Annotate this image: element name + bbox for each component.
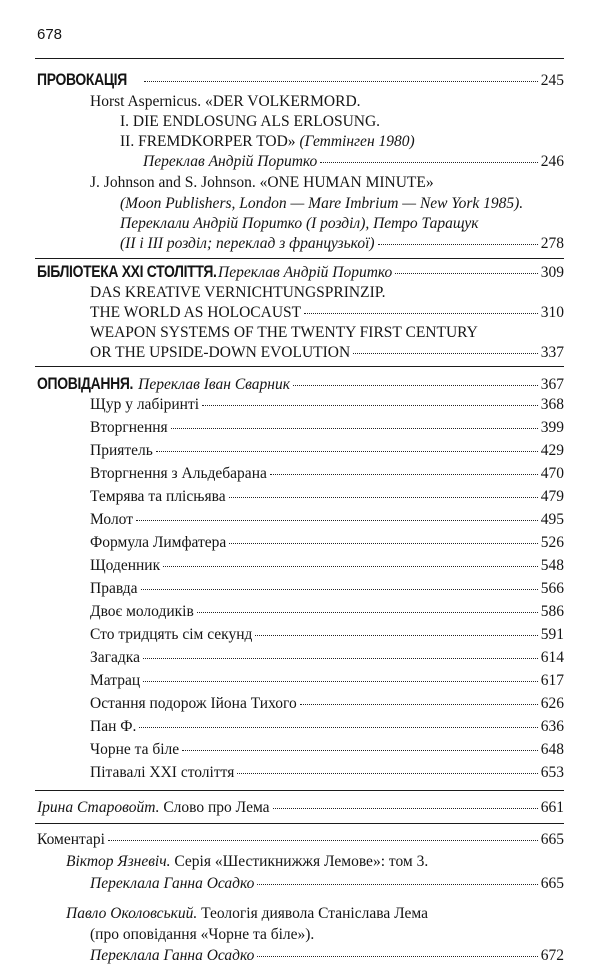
story-title: Правда	[90, 580, 138, 597]
page-ref: 470	[540, 465, 564, 482]
entry-title: II. FREMDKORPER TOD»	[120, 133, 296, 150]
entry-title: THE WORLD AS HOLOCAUST	[90, 304, 302, 321]
toc-entry-text: Переклали Андрій Поритко (I розділ), Петро Таращук	[120, 215, 479, 232]
section-heading: БІБЛІОТЕКА XXI СТОЛІТТЯ.	[37, 262, 217, 281]
page-number: 678	[37, 26, 63, 43]
leader-dots	[108, 840, 538, 841]
story-title: Вторгнення з Альдебарана	[90, 465, 267, 482]
leader-dots	[163, 566, 538, 567]
comment-title: Серія «Шестикнижжя Лемове»: том 3.	[174, 853, 429, 870]
page-ref: 367	[540, 376, 564, 393]
entry-title: OR THE UPSIDE-DOWN EVOLUTION	[90, 344, 351, 361]
toc-entry-text: Horst Aspernicus. «DER VOLKERMORD.	[90, 93, 361, 110]
page-ref: 636	[540, 718, 564, 735]
toc-story[interactable]	[90, 717, 564, 737]
page-ref: 648	[540, 741, 564, 758]
toc-commentary-1[interactable]	[90, 874, 564, 894]
section-rule	[35, 366, 564, 367]
section-heading: ОПОВІДАННЯ.	[37, 374, 134, 393]
story-title: Остання подорож Ійона Тихого	[90, 695, 297, 712]
leader-dots	[273, 808, 538, 809]
toc-story[interactable]	[90, 625, 564, 645]
leader-dots	[197, 612, 538, 613]
story-title: Приятель	[90, 442, 153, 459]
leader-dots	[293, 385, 538, 386]
page-ref: 665	[540, 831, 564, 848]
toc-story[interactable]	[90, 464, 564, 484]
page-ref: 310	[540, 304, 564, 321]
story-title: Двоє молодиків	[90, 603, 194, 620]
toc-entry-text	[120, 132, 415, 152]
page-ref: 548	[540, 557, 564, 574]
toc-story[interactable]	[90, 418, 564, 438]
entry-translator: (II і III розділ; переклад з французької)	[120, 235, 375, 252]
comment-title: Теологія диявола Станіслава Лема	[201, 905, 428, 922]
leader-dots	[270, 474, 538, 475]
toc-section-biblioteka[interactable]	[37, 262, 564, 283]
leader-dots	[136, 520, 538, 521]
toc-entry-text: DAS KREATIVE VERNICHTUNGSPRINZIP.	[90, 284, 386, 301]
page-ref: 653	[540, 764, 564, 781]
toc-commentary-2[interactable]	[90, 946, 564, 966]
section-rule	[35, 790, 564, 791]
leader-dots	[237, 773, 537, 774]
entry-translator: Переклав Андрій Поритко	[143, 153, 318, 170]
comment-author: Віктор Язневіч.	[66, 853, 171, 870]
page-ref: 614	[540, 649, 564, 666]
leader-dots	[139, 727, 537, 728]
leader-dots	[156, 451, 538, 452]
toc-section-opovidannia[interactable]	[37, 374, 564, 395]
page-ref: 245	[540, 72, 564, 89]
leader-dots	[353, 353, 538, 354]
toc-story[interactable]	[90, 487, 564, 507]
leader-dots	[182, 750, 538, 751]
toc-entry-text: (Moon Publishers, London — Mare Imbrium — New York 1985).	[120, 195, 524, 212]
toc-story[interactable]	[90, 556, 564, 576]
page-ref: 337	[540, 344, 564, 361]
story-title: Чорне та біле	[90, 741, 180, 758]
toc-story[interactable]	[90, 533, 564, 553]
story-title: Загадка	[90, 649, 140, 666]
story-title: Щур у лабіринті	[90, 396, 200, 413]
leader-dots	[257, 884, 537, 885]
page-ref: 586	[540, 603, 564, 620]
leader-dots	[320, 162, 537, 163]
page-ref: 399	[540, 419, 564, 436]
section-rule	[35, 258, 564, 259]
toc-entry-text: I. DIE ENDLOSUNG ALS ERLOSUNG.	[120, 113, 381, 130]
leader-dots	[202, 405, 538, 406]
page-ref: 672	[540, 947, 564, 964]
page-ref: 429	[540, 442, 564, 459]
page-ref: 278	[540, 235, 564, 252]
page-ref: 368	[540, 396, 564, 413]
header-rule	[35, 58, 564, 59]
toc-story[interactable]	[90, 763, 564, 783]
toc-story[interactable]	[90, 510, 564, 530]
story-title: Вторгнення	[90, 419, 168, 436]
leader-dots	[144, 81, 538, 82]
toc-entry-text: J. Johnson and S. Johnson. «ONE HUMAN MINUTE»	[90, 174, 434, 191]
leader-dots	[300, 704, 538, 705]
toc-story[interactable]	[90, 395, 564, 415]
section-translator: Переклав Андрій Поритко	[218, 264, 393, 281]
page-ref: 566	[540, 580, 564, 597]
toc-entry-text	[66, 852, 428, 872]
page-ref: 309	[540, 264, 564, 281]
toc-story[interactable]	[90, 694, 564, 714]
page-ref: 626	[540, 695, 564, 712]
leader-dots	[257, 956, 537, 957]
page-ref: 526	[540, 534, 564, 551]
commentary-label: Коментарі	[37, 831, 105, 848]
story-title: Сто тридцять сім секунд	[90, 626, 253, 643]
section-translator: Переклав Іван Сварник	[138, 376, 290, 393]
toc-entry-aspernicus[interactable]	[143, 152, 564, 172]
leader-dots	[255, 635, 537, 636]
entry-imprint: (Геттінген 1980)	[299, 133, 415, 150]
leader-dots	[395, 273, 537, 274]
page-ref: 246	[540, 153, 564, 170]
story-title: Молот	[90, 511, 133, 528]
toc-entry-kreative[interactable]	[90, 303, 564, 323]
toc-story[interactable]	[90, 579, 564, 599]
toc-entry-text: (про оповідання «Чорне та біле»).	[90, 926, 315, 943]
leader-dots	[304, 313, 538, 314]
page-ref: 479	[540, 488, 564, 505]
leader-dots	[171, 428, 538, 429]
leader-dots	[143, 681, 538, 682]
toc-story[interactable]	[90, 671, 564, 691]
afterword-title: Слово про Лема	[163, 799, 270, 816]
toc-entry-text	[66, 904, 428, 924]
page-ref: 495	[540, 511, 564, 528]
toc-story[interactable]	[90, 740, 564, 760]
toc-entry-johnson[interactable]	[120, 234, 564, 254]
toc-story[interactable]	[90, 441, 564, 461]
toc-story[interactable]	[90, 602, 564, 622]
toc-entry-weapon[interactable]	[90, 343, 564, 363]
page-ref: 591	[540, 626, 564, 643]
page-ref: 665	[540, 875, 564, 892]
page-ref: 661	[540, 799, 564, 816]
story-title: Матрац	[90, 672, 141, 689]
story-title: Темрява та плісњява	[90, 488, 226, 505]
story-title: Формула Лимфатера	[90, 534, 227, 551]
story-title: Пан Ф.	[90, 718, 137, 735]
leader-dots	[143, 658, 538, 659]
entry-translator: Переклала Ганна Осадко	[90, 875, 255, 892]
entry-translator: Переклала Ганна Осадко	[90, 947, 255, 964]
leader-dots	[378, 244, 538, 245]
toc-entry-text: WEAPON SYSTEMS OF THE TWENTY FIRST CENTURY	[90, 324, 478, 341]
toc-commentary[interactable]	[37, 830, 564, 850]
section-rule	[35, 823, 564, 824]
leader-dots	[229, 543, 537, 544]
story-title: Щоденник	[90, 557, 161, 574]
toc-story[interactable]	[90, 648, 564, 668]
story-title: Пітавалі XXI століття	[90, 764, 235, 781]
page-ref: 617	[540, 672, 564, 689]
afterword-author: Ірина Старовойт.	[37, 799, 160, 816]
toc-afterword[interactable]	[37, 798, 564, 818]
toc-section-provokatsiia[interactable]	[37, 70, 564, 91]
leader-dots	[229, 497, 538, 498]
section-heading: ПРОВОКАЦІЯ	[37, 70, 127, 89]
leader-dots	[141, 589, 538, 590]
comment-author: Павло Околовський.	[66, 905, 198, 922]
